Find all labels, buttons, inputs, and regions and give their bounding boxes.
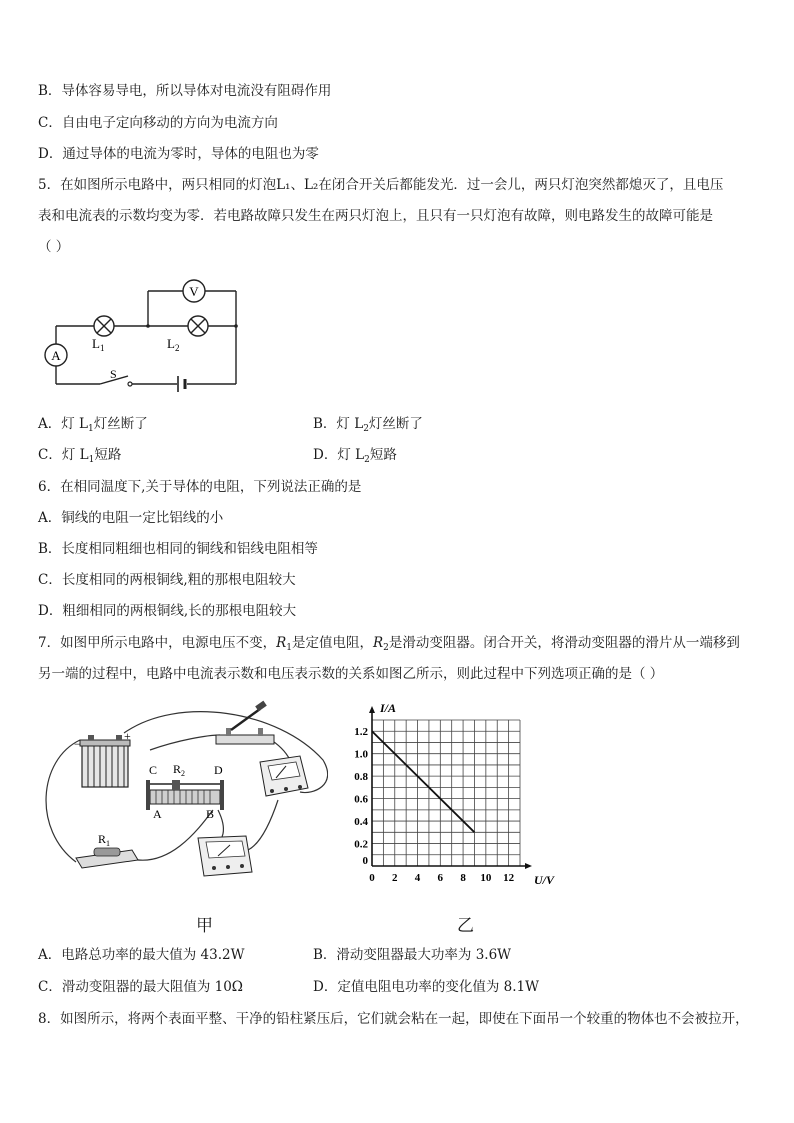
q5-option-c: C．灯 $L_1$短路 <box>38 447 122 465</box>
q8-stem-line1: 8．如图所示，将两个表面平整、干净的铅柱紧压后，它们就会粘在一起，即使在下面吊一个较重的物体也不会被拉开， <box>38 1011 749 1027</box>
q7-stem-line2: 另一端的过程中，电路中电流表示数和电压表示数的关系如图乙所示，则此过程中下列选项正确的是（ ） <box>38 666 664 682</box>
rheostat-a-label: A <box>153 807 162 821</box>
apparatus-figure <box>38 700 328 890</box>
switch-label: S <box>110 367 117 381</box>
q5-option-a: A．灯 $L_1$灯丝断了 <box>38 416 148 434</box>
q5-stem-line2: 表和电流表的示数均变为零．若电路故障只发生在两只灯泡上，且只有一只灯泡有故障，则电路发生的故障可能是 <box>38 208 713 224</box>
y-tick-label: 1.2 <box>354 726 368 739</box>
y-tick-label: 0.6 <box>354 793 368 806</box>
battery-minus-label: − <box>74 737 81 751</box>
figure-yi-label: 乙 <box>457 916 474 936</box>
ammeter-icon <box>260 756 308 796</box>
x-tick-label: 8 <box>460 872 466 884</box>
lamp-l2-label: $L_2$ <box>167 336 180 353</box>
y-tick-label: 0.2 <box>354 838 368 851</box>
ammeter-label: A <box>51 348 61 363</box>
x-tick-label: 4 <box>414 872 421 884</box>
q7-option-b: B．滑动变阻器最大功率为 3.6W <box>313 947 512 963</box>
rheostat-b-label: B <box>206 807 215 821</box>
q5-stem-line1: 5．在如图所示电路中，两只相同的灯泡L₁、L₂在闭合开关后都能发光．过一会儿，两只灯泡突然都熄灭了，且电压 <box>38 177 724 193</box>
knife-switch-icon <box>216 701 274 744</box>
q4-option-d: D．通过导体的电流为零时，导体的电阻也为零 <box>38 146 319 162</box>
q7-option-c: C．滑动变阻器的最大阻值为 10Ω <box>38 979 243 995</box>
q5-option-d: D．灯 $L_2$短路 <box>313 447 397 465</box>
q5-circuit-diagram <box>38 275 248 393</box>
q6-option-a: A．铜线的电阻一定比铝线的小 <box>38 510 224 526</box>
y-tick-label: 0 <box>362 855 368 867</box>
series-line <box>372 731 474 832</box>
x-tick-label: 12 <box>503 872 515 884</box>
resistor-r1-label: $R_1$ <box>98 832 111 848</box>
rheostat-c-label: C <box>149 763 158 777</box>
battery-plus-label: + <box>124 729 131 743</box>
battery-icon <box>80 735 130 787</box>
q6-option-b: B．长度相同粗细也相同的铜线和铝线电阻相等 <box>38 541 318 557</box>
x-tick-label: 0 <box>369 872 375 884</box>
y-axis-label: I/A <box>380 701 397 715</box>
rheostat-icon <box>146 780 224 810</box>
x-tick-label: 6 <box>437 872 444 884</box>
q6-stem: 6．在相同温度下,关于导体的电阻，下列说法正确的是 <box>38 479 362 495</box>
q4-option-b: B．导体容易导电，所以导体对电流没有阻碍作用 <box>38 83 332 99</box>
q5-stem-line3: （ ） <box>38 239 70 255</box>
resistor-r1-icon <box>76 848 138 868</box>
q7-option-d: D．定值电阻电功率的变化值为 8.1W <box>313 979 539 995</box>
q7-option-a: A．电路总功率的最大值为 43.2W <box>38 947 245 963</box>
y-tick-label: 0.8 <box>354 771 368 784</box>
x-axis-label: U/V <box>534 873 555 887</box>
voltmeter-label: V <box>189 284 199 299</box>
q7-stem-line1: 7．如图甲所示电路中，电源电压不变，$R_1$是定值电阻，$R_2$是滑动变阻器。闭合开关，将滑动变阻器的滑片从一端移到 <box>38 635 740 653</box>
q4-option-c: C．自由电子定向移动的方向为电流方向 <box>38 115 278 131</box>
x-axis-arrow <box>525 863 532 869</box>
y-axis-arrow <box>369 706 375 713</box>
y-tick-label: 1.0 <box>354 748 368 761</box>
q6-option-c: C．长度相同的两根铜线,粗的那根电阻较大 <box>38 572 296 588</box>
voltmeter-icon <box>198 836 252 876</box>
iu-graph <box>338 700 560 890</box>
figure-jia-label: 甲 <box>196 916 213 936</box>
x-tick-label: 2 <box>392 872 398 884</box>
rheostat-r2-label: $R_2$ <box>173 762 186 778</box>
x-tick-label: 10 <box>480 872 492 884</box>
lamp-l1-label: $L_1$ <box>92 336 105 353</box>
q5-option-b: B．灯 $L_2$灯丝断了 <box>313 416 423 434</box>
y-tick-label: 0.4 <box>354 816 368 829</box>
q6-option-d: D．粗细相同的两根铜线,长的那根电阻较大 <box>38 603 297 619</box>
rheostat-d-label: D <box>214 763 223 777</box>
